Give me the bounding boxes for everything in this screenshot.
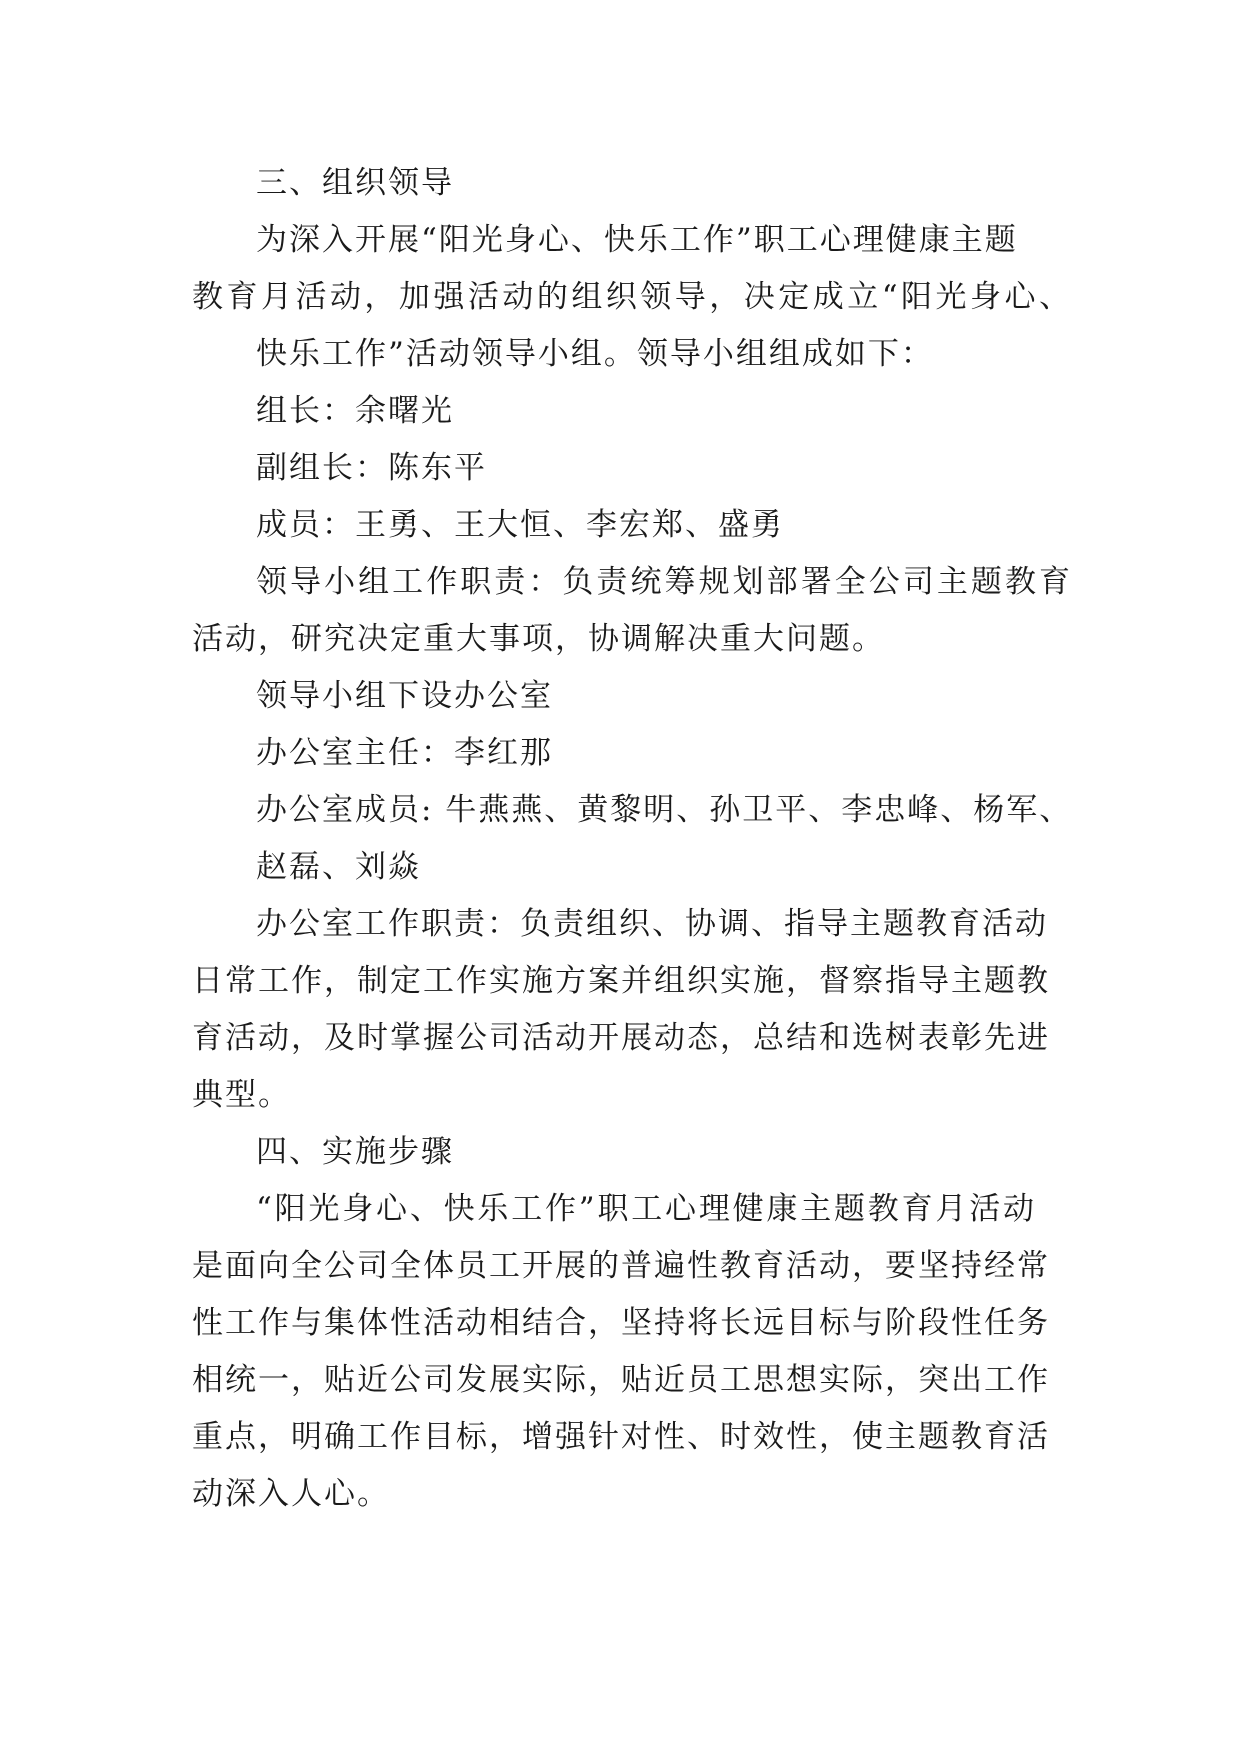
paragraph-line: 领导小组工作职责：负责统筹规划部署全公司主题教育 [256, 564, 1072, 600]
heading-organization-leadership: 三、组织领导 [256, 165, 454, 201]
paragraph-line: 是面向全公司全体员工开展的普遍性教育活动，要坚持经常 [192, 1248, 1050, 1284]
heading-implementation-steps: 四、实施步骤 [256, 1134, 454, 1170]
paragraph-line: 重点，明确工作目标，增强针对性、时效性，使主题教育活 [192, 1419, 1050, 1455]
paragraph-line: 育活动，及时掌握公司活动开展动态，总结和选树表彰先进 [192, 1020, 1050, 1056]
paragraph-line: 办公室工作职责：负责组织、协调、指导主题教育活动 [256, 906, 1048, 942]
members-line: 成员：王勇、王大恒、李宏郑、盛勇 [256, 507, 784, 543]
office-members-line: 赵磊、刘焱 [256, 849, 421, 885]
paragraph-line: 活动，研究决定重大事项，协调解决重大问题。 [192, 621, 885, 657]
office-line: 领导小组下设办公室 [256, 678, 553, 714]
paragraph-line: 快乐工作”活动领导小组。领导小组组成如下： [256, 336, 934, 372]
office-director-line: 办公室主任：李红那 [256, 735, 553, 771]
paragraph-line: 典型。 [192, 1077, 291, 1113]
office-members-line: 办公室成员: 牛燕燕、黄黎明、孙卫平、李忠峰、杨军、 [256, 792, 1073, 828]
paragraph-line: 相统一，贴近公司发展实际，贴近员工思想实际，突出工作 [192, 1362, 1050, 1398]
paragraph-line: “阳光身心、快乐工作”职工心理健康主题教育月活动 [256, 1191, 1036, 1227]
deputy-leader-line: 副组长：陈东平 [256, 450, 487, 486]
paragraph-line: 为深入开展“阳光身心、快乐工作”职工心理健康主题 [256, 222, 1018, 258]
paragraph-line: 动深入人心。 [192, 1476, 390, 1512]
team-leader-line: 组长：余曙光 [256, 393, 454, 429]
paragraph-line: 教育月活动，加强活动的组织领导，决定成立“阳光身心、 [192, 279, 1072, 315]
paragraph-line: 性工作与集体性活动相结合，坚持将长远目标与阶段性任务 [192, 1305, 1050, 1341]
paragraph-line: 日常工作，制定工作实施方案并组织实施，督察指导主题教 [192, 963, 1050, 999]
